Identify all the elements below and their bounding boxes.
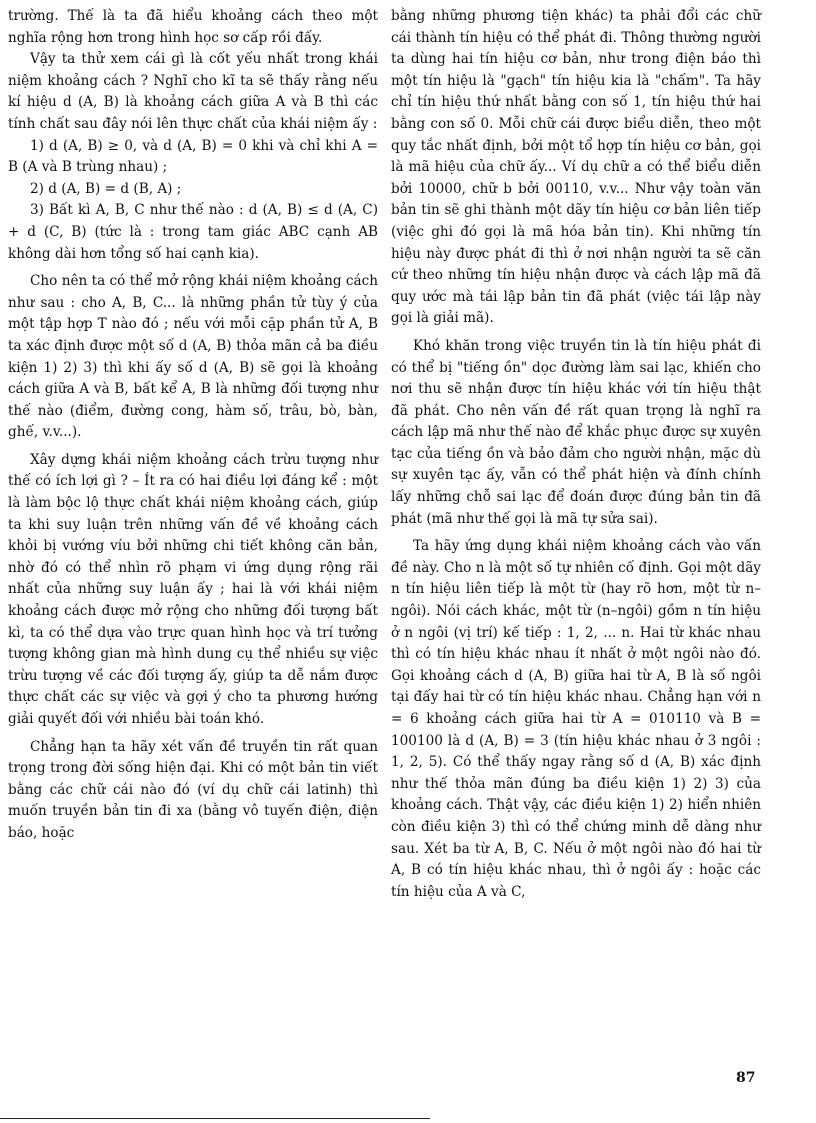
paragraph: Xây dựng khái niệm khoảng cách trừu tượng như thế có ích lợi gì ? – Ít ra có hai điều lợi đáng kể : một là làm bộc lộ thực chất khái niệm khoảng cách, giúp ta khi suy luận trên những vấn đề về khoảng cách khỏi bị vướng víu bởi những chi tiết không căn bản, nhờ đó có thể nhìn rõ phạm vi ứng dụng rộng rãi nhất của những suy luận ấy ; hai là với khái niệm khoảng cách được mở rộng cho những đối tượng bất kì, ta có thể dựa vào trực quan hình học và trí tưởng tượng không gian mà hình dung cụ thể nhiều sự việc trừu tượng về các đối tượng ấy, giúp ta dễ nắm được thực chất các sự việc và gợi ý cho ta phương hướng giải quyết đối với nhiều bài toán khó. bbox=[8, 451, 378, 727]
page-number: 87 bbox=[736, 1070, 756, 1086]
paragraph: bằng những phương tiện khác) ta phải đổi các chữ cái thành tín hiệu có thể phát đi. Thông thường người ta dùng hai tín hiệu cơ bản, như trong điện báo thì một tín hiệu là "gạch" tín hiệu kia là "chấm". Ta hãy chỉ tín hiệu thứ nhất bằng con số 1, tín hiệu thứ hai bằng con số 0. Mỗi chữ cái được biểu diễn, theo một quy tắc nhất định, bởi một tổ hợp tín hiệu cơ bản, gọi là mã hiệu của chữ ấy... Ví dụ chữ a có thể biểu diễn bởi 10000, chữ b bởi 00110, v.v... Như vậy toàn văn bản tin sẽ ghi thành một dãy tín hiệu cơ bản liên tiếp (việc ghi đó gọi là mã hóa bản tin). Khi những tín hiệu này được phát đi thì ở nơi nhận người ta sẽ căn cứ theo những tín hiệu nhận được và cách lập mã đã quy ước mà tái lập bản tin đã phát (việc tái lập này gọi là giải mã). bbox=[391, 8, 761, 327]
condition-item: 3) Bất kì A, B, C như thế nào : d (A, B) ≤ d (A, C) + d (C, B) (tức là : trong tam giác ABC cạnh AB không dài hơn tổng số hai cạnh kia). bbox=[8, 202, 378, 262]
paragraph: Ta hãy ứng dụng khái niệm khoảng cách vào vấn đề này. Cho n là một số tự nhiên cố định. Gọi một dãy n tín hiệu liên tiếp là một từ (hay rõ hơn, một từ n–ngôi). Nói cách khác, một từ (n–ngôi) gồm n tín hiệu ở n ngôi (vị trí) kế tiếp : 1, 2, ... n. Hai từ khác nhau thì có tín hiệu khác nhau ít nhất ở một ngôi nào đó. Gọi khoảng cách d (A, B) giữa hai từ A, B là số ngôi tại đấy hai từ có tín hiệu khác nhau. Chẳng hạn với n = 6 khoảng cách giữa hai từ A = 010110 và B = 100100 là d (A, B) = 3 (tín hiệu khác nhau ở 3 ngôi : 1, 2, 5). Có thể thấy ngay rằng số d (A, B) xác định như thế thỏa mãn đúng ba điều kiện 1) 2) 3) của khoảng cách. Thật vậy, các điều kiện 1) 2) hiển nhiên còn điều kiện 3) thì có thể chứng minh dễ dàng như sau. Xét ba từ A, B, C. Nếu ở một ngôi nào đó hai từ A, B có tín hiệu khác nhau, thì ở ngôi ấy : hoặc các tín hiệu của A và C, bbox=[391, 538, 761, 900]
paragraph: Chẳng hạn ta hãy xét vấn đề truyền tin rất quan trọng trong đời sống hiện đại. Khi có một bản tin viết bằng các chữ cái nào đó (ví dụ chữ cái latinh) thì muốn truyền bản tin đi xa (bằng vô tuyến điện, điện báo, hoặc bbox=[8, 738, 378, 841]
footer-rule bbox=[0, 1118, 430, 1119]
condition-item: 1) d (A, B) ≥ 0, và d (A, B) = 0 khi và chỉ khi A = B (A và B trùng nhau) ; bbox=[8, 137, 378, 176]
condition-item: 2) d (A, B) = d (B, A) ; bbox=[30, 180, 182, 197]
paragraph: Khó khăn trong việc truyền tin là tín hiệu phát đi có thể bị "tiếng ồn" dọc đường làm sai lạc, khiến cho nơi thu sẽ nhận được tín hiệu khác với tín hiệu thật đã phát. Cho nên vấn đề rất quan trọng là nghĩ ra cách lập mã như thế nào để khắc phục được sự xuyên tạc của tiếng ồn và bảo đảm cho người nhận, mặc dù sự xuyên tạc ấy, vẫn có thể phát hiện và đính chính lấy những chỗ sai lạc để đoán được đúng bản tin đã phát (mã như thế gọi là mã tự sửa sai). bbox=[391, 337, 761, 527]
right-column bbox=[391, 6, 761, 903]
paragraph: Vậy ta thử xem cái gì là cốt yếu nhất trong khái niệm khoảng cách ? Nghĩ cho kĩ ta sẽ thấy rằng nếu kí hiệu d (A, B) là khoảng cách giữa A và B thì các tính chất sau đây nói lên thực chất của khái niệm ấy : bbox=[8, 51, 378, 132]
paragraph: trường. Thế là ta đã hiểu khoảng cách theo một nghĩa rộng hơn trong hình học sơ cấp rồi đấy. bbox=[8, 8, 378, 46]
left-column bbox=[8, 6, 378, 845]
paragraph: Cho nên ta có thể mở rộng khái niệm khoảng cách như sau : cho A, B, C... là những phần tử tùy ý của một tập hợp T nào đó ; nếu với mỗi cặp phần tử A, B ta xác định được một số d (A, B) thỏa mãn cả ba điều kiện 1) 2) 3) thì khi ấy số d (A, B) sẽ gọi là khoảng cách giữa A và B, bất kể A, B là những đối tượng như thế nào (điểm, đường cong, hàm số, trâu, bò, bàn, ghế, v.v...). bbox=[8, 273, 378, 441]
